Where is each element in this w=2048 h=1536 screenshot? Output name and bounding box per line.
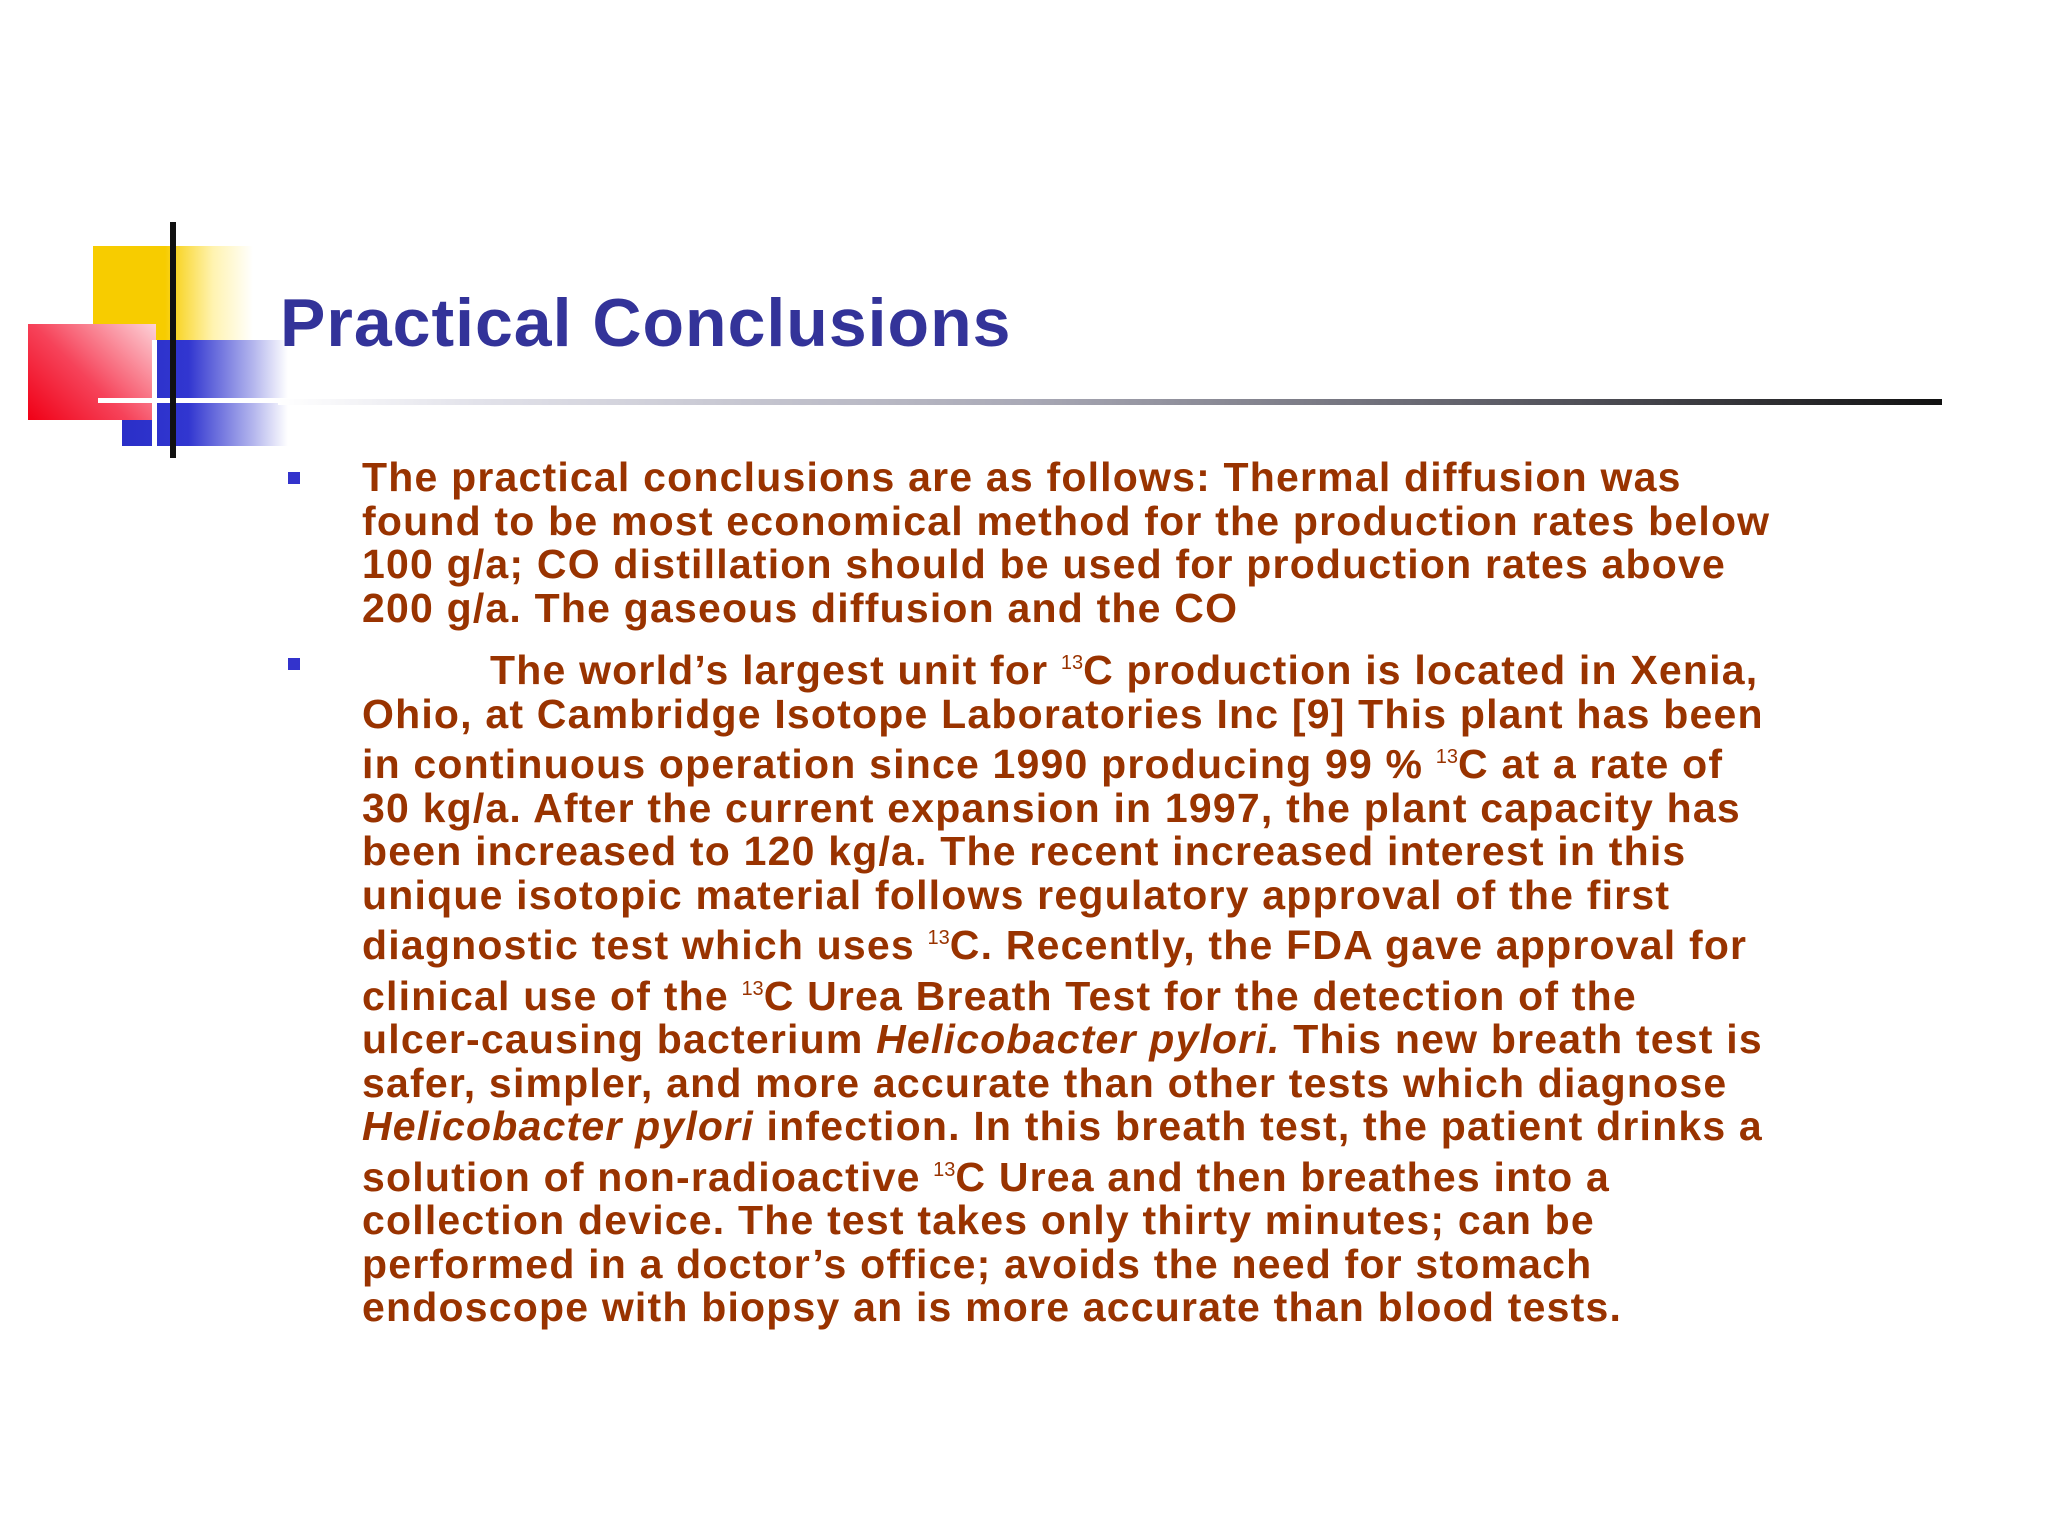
text-line — [362, 968, 1982, 1019]
text-line — [362, 736, 1982, 787]
slide-body — [282, 456, 1982, 1342]
bullet-text — [362, 456, 1982, 630]
text-line: been increased to 120 kg/a. The recent increased interest in this — [362, 828, 1687, 874]
text-line — [362, 917, 1982, 968]
text-line: 200 g/a. The gaseous diffusion and the CO — [362, 584, 1239, 631]
text-line: 30 kg/a. After the current expansion in 1997, the plant capacity has — [362, 784, 1741, 831]
text-line — [362, 1018, 1982, 1062]
text-run: C at a rate of — [1458, 741, 1724, 787]
bullet-item-2 — [282, 642, 1982, 1330]
superscript-13: 13 — [741, 977, 764, 1000]
bullet-item-1 — [282, 456, 1982, 630]
text-run: This new breath test is — [1280, 1016, 1763, 1062]
text-line: The practical conclusions are as follows: Thermal diffusion was — [362, 454, 1682, 500]
text-line — [362, 1105, 1982, 1149]
square-bullet-icon — [288, 472, 300, 484]
text-run: infection. In this breath test, the patient drinks a — [753, 1103, 1763, 1149]
text-line: unique isotopic material follows regulatory approval of the first — [362, 871, 1671, 918]
superscript-13: 13 — [933, 1158, 956, 1181]
text-run: in continuous operation since 1990 producing 99 % — [362, 741, 1436, 787]
square-bullet-icon — [288, 658, 300, 670]
black-vertical-line-decoration — [170, 222, 176, 458]
italic-species-name: Helicobacter pylori. — [876, 1016, 1281, 1062]
white-vertical-line-decoration — [152, 340, 157, 446]
text-line — [362, 1149, 1982, 1200]
text-run: C production is located in Xenia, — [1083, 647, 1759, 693]
text-line: collection device. The test takes only thirty minutes; can be — [362, 1197, 1595, 1243]
italic-species-name: Helicobacter pylori — [362, 1103, 754, 1149]
slide-title: Practical Conclusions — [280, 285, 1012, 361]
superscript-13: 13 — [927, 927, 950, 949]
bullet-text — [362, 642, 1982, 1330]
white-horizontal-line-decoration — [98, 398, 288, 403]
text-line: safer, simpler, and more accurate than other tests which diagnose — [362, 1059, 1728, 1106]
text-line: Ohio, at Cambridge Isotope Laboratories Inc [9] This plant has been — [362, 690, 1764, 737]
superscript-13: 13 — [1060, 652, 1084, 674]
text-run: solution of non-radioactive — [362, 1153, 934, 1200]
text-line: found to be most economical method for the production rates below — [362, 497, 1771, 544]
title-underline-rule — [278, 399, 1942, 405]
text-line: endoscope with biopsy an is more accurate than blood tests. — [362, 1284, 1623, 1330]
decorative-logo-blocks — [0, 0, 320, 480]
text-run: C. Recently, the FDA gave approval for — [949, 922, 1748, 968]
text-run: C Urea and then breathes into a — [955, 1153, 1611, 1200]
superscript-13: 13 — [1435, 746, 1459, 768]
text-run: The world’s largest unit for — [490, 647, 1061, 693]
text-line: performed in a doctor’s office; avoids the need for stomach — [362, 1240, 1593, 1287]
text-line — [362, 642, 1982, 693]
text-run: C Urea Breath Test for the detection of the — [763, 972, 1637, 1019]
text-line: 100 g/a; CO distillation should be used for production rates above — [362, 541, 1727, 587]
red-square-decoration — [28, 324, 156, 420]
text-run: clinical use of the — [362, 972, 742, 1019]
text-run: diagnostic test which uses — [362, 922, 928, 968]
text-run: ulcer-causing bacterium — [362, 1016, 877, 1062]
